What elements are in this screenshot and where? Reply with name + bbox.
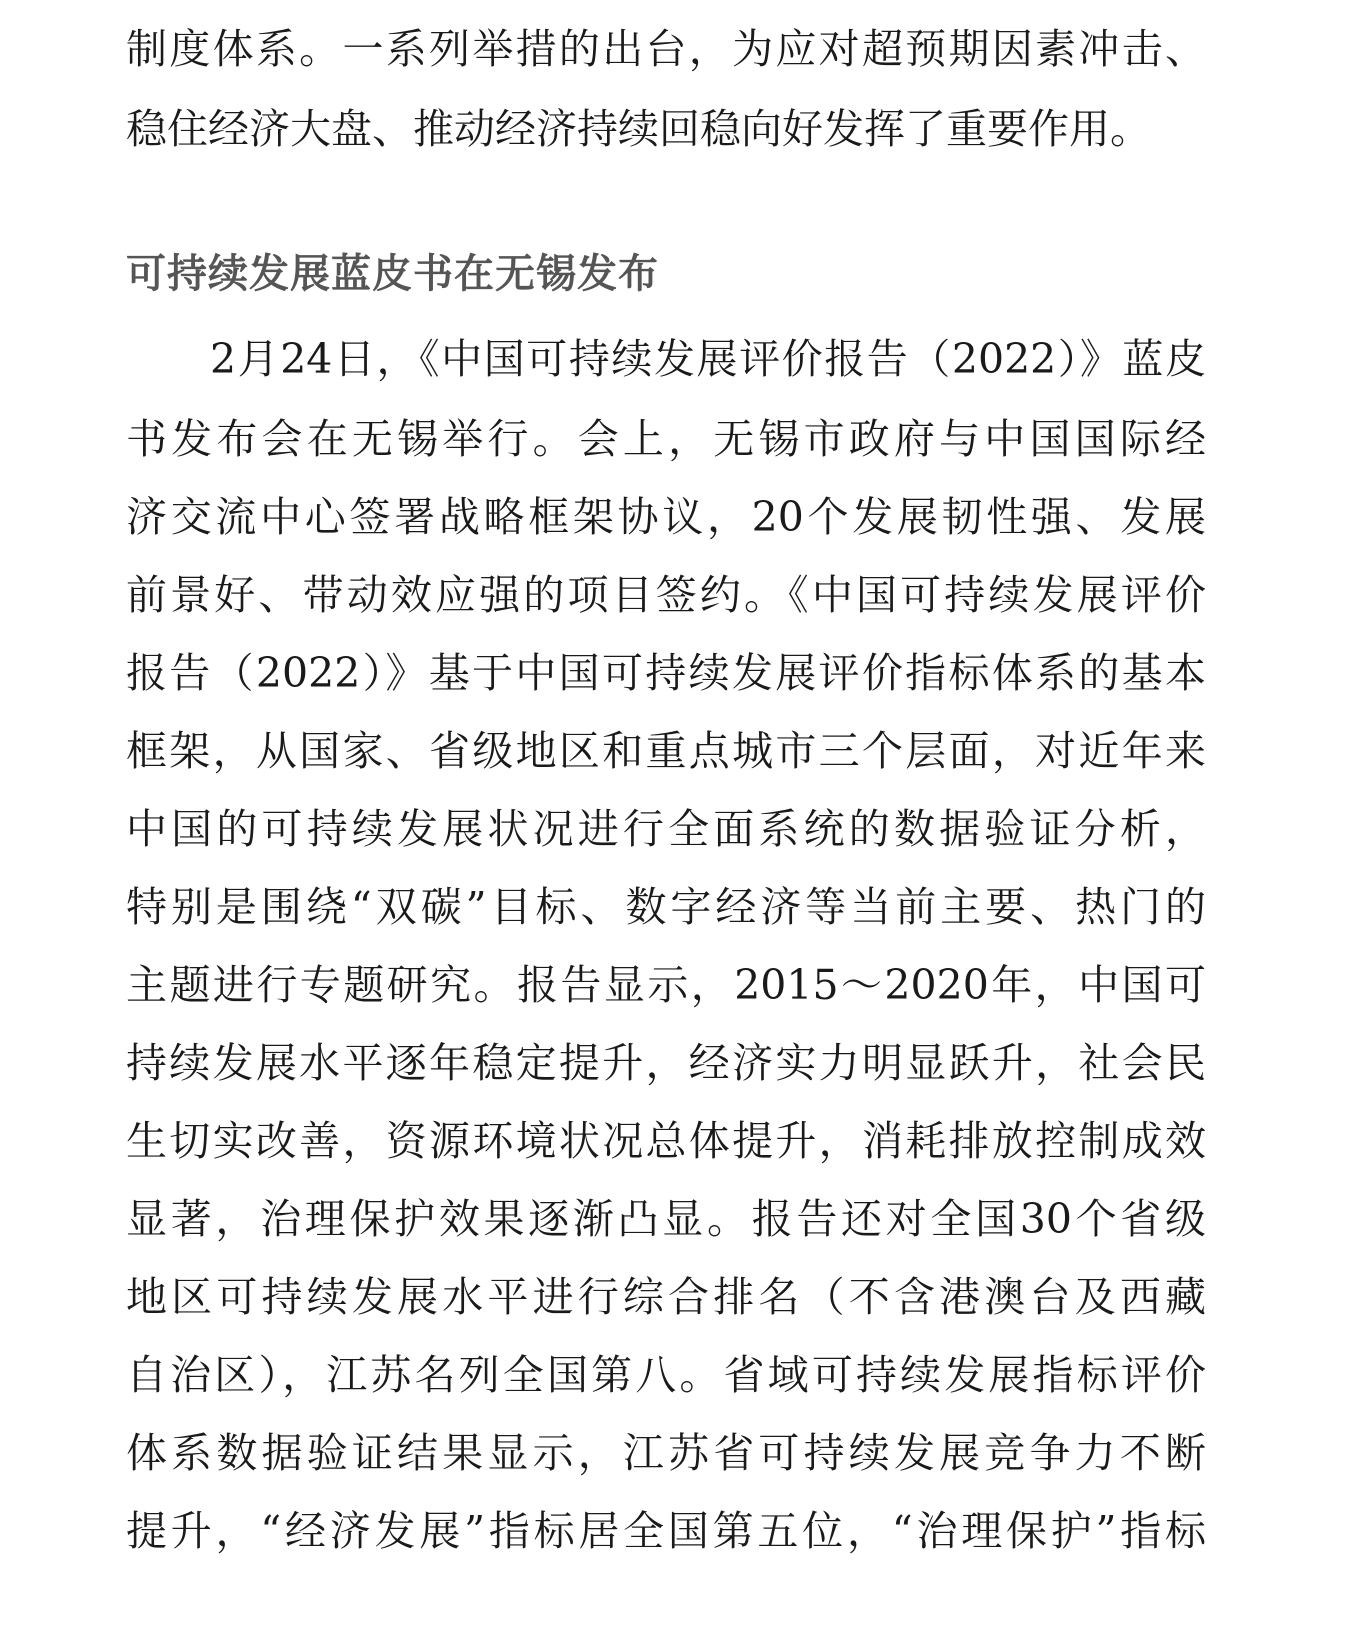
text-line: 书发布会在无锡举行。会上，无锡市政府与中国国际经 (126, 415, 1206, 463)
text-line: 济交流中心签署战略框架协议，20个发展韧性强、发展 (126, 493, 1206, 541)
text-line: 提升，“经济发展”指标居全国第五位，“治理保护”指标 (126, 1507, 1206, 1555)
text-line: 中国的可持续发展状况进行全面系统的数据验证分析， (126, 805, 1206, 853)
text-line: 框架，从国家、省级地区和重点城市三个层面，对近年来 (126, 727, 1206, 775)
text-line: 稳住经济大盘、推动经济持续回稳向好发挥了重要作用。 (126, 105, 1151, 153)
text-line: 体系数据验证结果显示，江苏省可持续发展竞争力不断 (126, 1429, 1206, 1477)
text-line: 地区可持续发展水平进行综合排名（不含港澳台及西藏 (126, 1273, 1206, 1321)
text-line: 特别是围绕“双碳”目标、数字经济等当前主要、热门的 (126, 883, 1206, 931)
text-line: 制度体系。一系列举措的出台，为应对超预期因素冲击、 (126, 25, 1206, 73)
section-heading: 可持续发展蓝皮书在无锡发布 (126, 251, 659, 297)
text-line: 持续发展水平逐年稳定提升，经济实力明显跃升，社会民 (126, 1039, 1206, 1087)
text-line: 显著，治理保护效果逐渐凸显。报告还对全国30个省级 (126, 1195, 1206, 1243)
text-line: 主题进行专题研究。报告显示，2015～2020年，中国可 (126, 961, 1206, 1009)
text-line: 自治区），江苏名列全国第八。省域可持续发展指标评价 (126, 1351, 1206, 1399)
text-line: 2月24日，《中国可持续发展评价报告（2022）》蓝皮 (210, 335, 1206, 383)
text-line: 生切实改善，资源环境状况总体提升，消耗排放控制成效 (126, 1117, 1206, 1165)
text-line: 报告（2022）》基于中国可持续发展评价指标体系的基本 (126, 649, 1206, 697)
text-line: 前景好、带动效应强的项目签约。《中国可持续发展评价 (126, 571, 1206, 619)
